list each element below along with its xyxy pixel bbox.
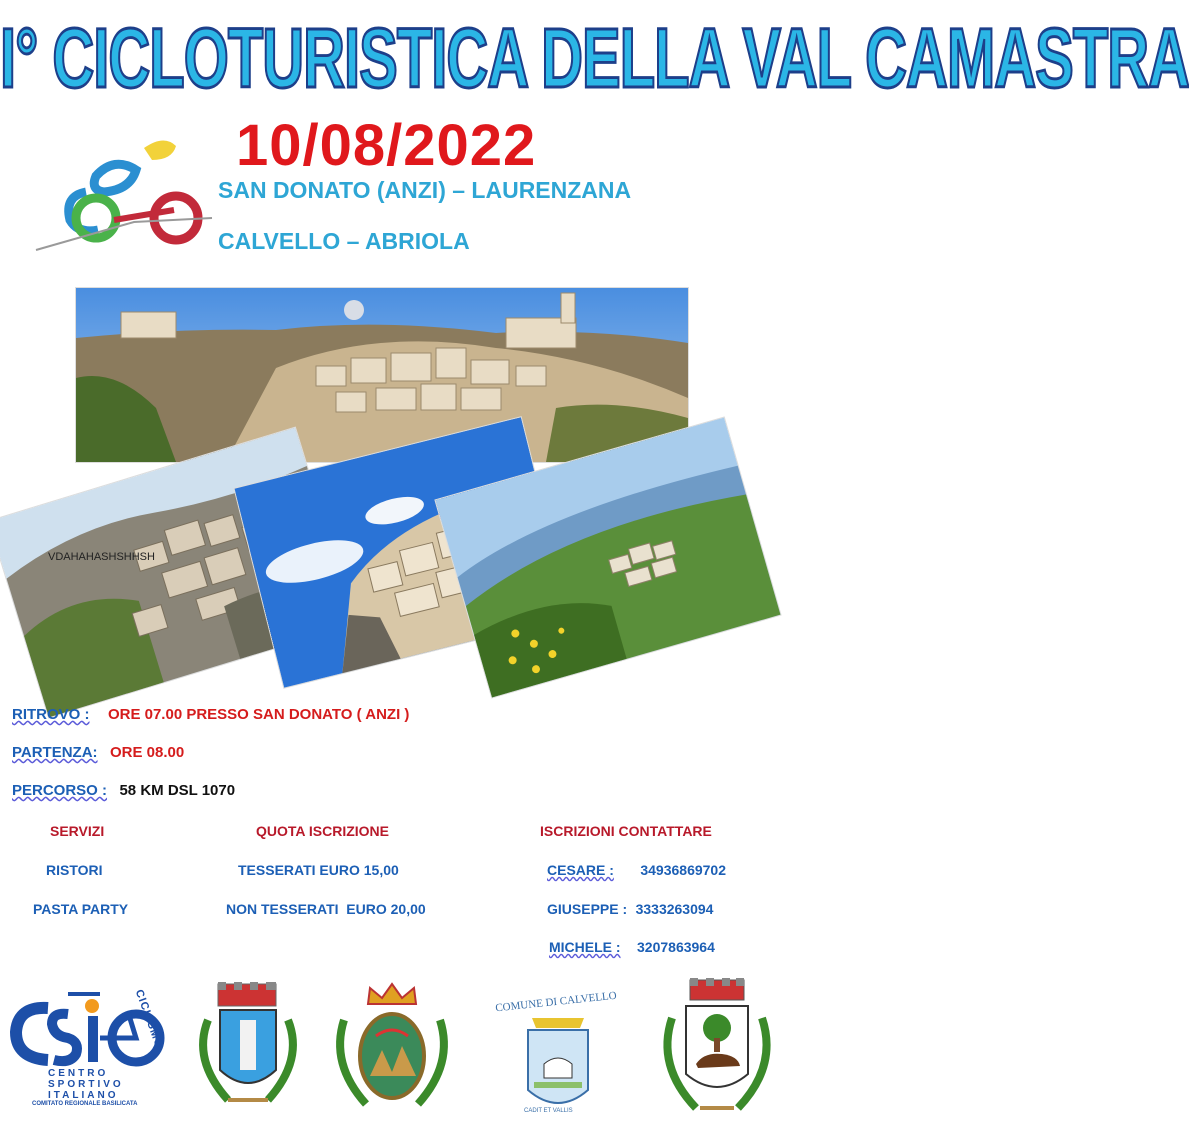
partenza-label: PARTENZA: [12, 744, 98, 761]
percorso-row [12, 782, 235, 800]
photo-town-panorama [76, 288, 688, 462]
contact-row [547, 862, 726, 880]
event-date: 10/08/2022 [236, 113, 537, 178]
contact-phone: 3207863964 [637, 939, 715, 955]
contact-phone: 34936869702 [640, 862, 727, 878]
contact-name: GIUSEPPE : [547, 901, 628, 917]
servizi-item: RISTORI [46, 862, 103, 878]
route-line-2: CALVELLO – ABRIOLA [218, 228, 470, 254]
calvello-crest [488, 990, 628, 1120]
contact-phone: 3333263094 [635, 901, 714, 917]
csi-text-line: CENTRO [48, 1068, 109, 1079]
csi-text-line: ITALIANO [48, 1090, 119, 1101]
contact-name: MICHELE : [549, 939, 621, 955]
csi-text-line: COMITATO REGIONALE BASILICATA [32, 1101, 138, 1107]
percorso-value: 58 KM DSL 1070 [119, 782, 236, 799]
abriola-crest-icon [650, 978, 785, 1120]
calvello-title: COMUNE DI CALVELLO [494, 989, 618, 1015]
laurenzana-crest-icon [330, 980, 455, 1120]
ritrovo-label: RITROVO : [12, 706, 90, 723]
quota-item: TESSERATI EURO 15,00 [238, 862, 399, 878]
servizi-heading: SERVIZI [50, 823, 105, 839]
anzi-crest-icon [188, 980, 308, 1120]
contact-name: CESARE : [547, 862, 614, 878]
partenza-row [12, 744, 184, 762]
ritrovo-value: ORE 07.00 PRESSO SAN DONATO ( ANZI ) [107, 706, 410, 723]
route-line-1: SAN DONATO (ANZI) – LAURENZANA [218, 177, 632, 203]
ritrovo-row [12, 706, 409, 724]
csi-logo [8, 988, 174, 1108]
calvello-shield-icon [518, 1012, 598, 1120]
servizi-item: PASTA PARTY [33, 901, 129, 917]
photo-watermark-text: VDAHAHASHSHHSH [48, 551, 155, 563]
calvello-motto: CADIT ET VALLIS [524, 1108, 573, 1114]
event-title: I° CICLOTURISTICA DELLA VAL CAMASTRA [0, 11, 1189, 106]
quota-heading: QUOTA ISCRIZIONE [256, 823, 389, 839]
cyclist-logo-icon [34, 130, 214, 255]
contatti-heading: ISCRIZIONI CONTATTARE [540, 823, 712, 839]
quota-item: NON TESSERATI EURO 20,00 [226, 901, 426, 917]
csi-text-line: SPORTIVO [48, 1079, 124, 1090]
contact-row [549, 939, 715, 957]
partenza-value: ORE 08.00 [110, 744, 185, 761]
contact-row [547, 901, 713, 919]
csi-ciclismo-label: CICLISMO [132, 988, 166, 1051]
percorso-label: PERCORSO : [12, 782, 108, 799]
